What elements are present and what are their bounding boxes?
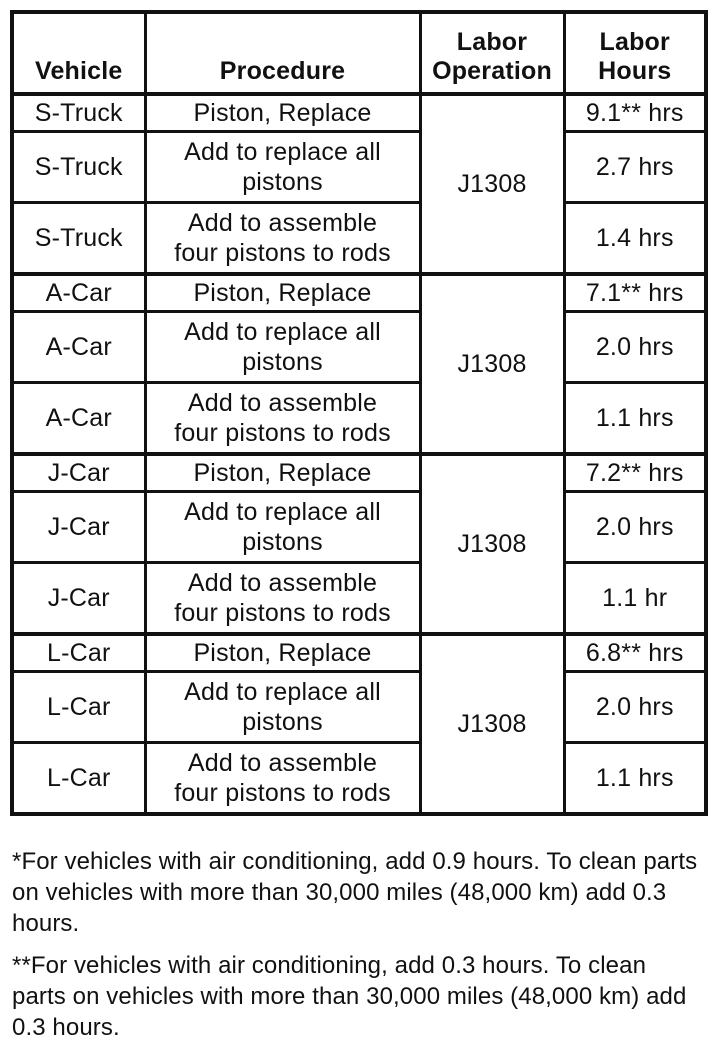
labor-hours-cell: 1.4 hrs — [564, 203, 706, 275]
table-row — [12, 492, 706, 563]
labor-hours-cell: 1.1 hrs — [564, 383, 706, 455]
table-row — [12, 274, 706, 312]
table-row — [12, 132, 706, 203]
table-row — [12, 454, 706, 492]
procedure-cell: Add to assemble four pistons to rods — [145, 383, 420, 455]
header-vehicle: Vehicle — [12, 12, 145, 94]
procedure-cell: Add to replace all pistons — [145, 132, 420, 203]
labor-hours-cell: 1.1 hrs — [564, 743, 706, 815]
labor-hours-cell: 9.1** hrs — [564, 94, 706, 132]
labor-operation-cell: J1308 — [420, 634, 564, 814]
labor-hours-cell: 7.2** hrs — [564, 454, 706, 492]
labor-hours-cell: 6.8** hrs — [564, 634, 706, 672]
labor-time-table — [10, 10, 708, 816]
procedure-cell: Add to assemble four pistons to rods — [145, 563, 420, 635]
vehicle-cell: S-Truck — [12, 132, 145, 203]
labor-operation-cell: J1308 — [420, 454, 564, 634]
vehicle-cell: A-Car — [12, 383, 145, 455]
vehicle-cell: A-Car — [12, 274, 145, 312]
vehicle-cell: L-Car — [12, 672, 145, 743]
footnote-single-asterisk: *For vehicles with air conditioning, add 0.9 hours. To clean parts on vehicles with more than 30,000 miles (48,000 km) add 0.3 hours. — [12, 848, 698, 937]
table-row — [12, 94, 706, 132]
vehicle-cell: S-Truck — [12, 94, 145, 132]
vehicle-cell: J-Car — [12, 454, 145, 492]
header-labor-hours: Labor Hours — [564, 12, 706, 94]
procedure-cell: Add to replace all pistons — [145, 312, 420, 383]
table-row — [12, 672, 706, 743]
vehicle-cell: S-Truck — [12, 203, 145, 275]
table-header-row — [12, 12, 706, 94]
procedure-cell: Add to assemble four pistons to rods — [145, 203, 420, 275]
vehicle-cell: J-Car — [12, 492, 145, 563]
table-row — [12, 634, 706, 672]
procedure-cell: Piston, Replace — [145, 634, 420, 672]
footnote-double-asterisk: **For vehicles with air conditioning, add 0.3 hours. To clean parts on vehicles with more than 30,000 miles (48,000 km) add 0.3 hours. — [12, 952, 687, 1041]
labor-hours-cell: 2.0 hrs — [564, 312, 706, 383]
procedure-cell: Piston, Replace — [145, 94, 420, 132]
procedure-cell: Piston, Replace — [145, 454, 420, 492]
table-row — [12, 203, 706, 275]
procedure-cell: Add to replace all pistons — [145, 492, 420, 563]
vehicle-cell: J-Car — [12, 563, 145, 635]
labor-hours-cell: 2.7 hrs — [564, 132, 706, 203]
labor-hours-cell: 7.1** hrs — [564, 274, 706, 312]
table-row — [12, 743, 706, 815]
table-row — [12, 312, 706, 383]
procedure-cell: Add to assemble four pistons to rods — [145, 743, 420, 815]
table-row — [12, 383, 706, 455]
labor-operation-cell: J1308 — [420, 274, 564, 454]
header-labor-operation: Labor Operation — [420, 12, 564, 94]
vehicle-cell: L-Car — [12, 743, 145, 815]
table-row — [12, 563, 706, 635]
procedure-cell: Add to replace all pistons — [145, 672, 420, 743]
labor-hours-cell: 2.0 hrs — [564, 492, 706, 563]
footnotes — [12, 846, 702, 1054]
vehicle-cell: L-Car — [12, 634, 145, 672]
procedure-cell: Piston, Replace — [145, 274, 420, 312]
vehicle-cell: A-Car — [12, 312, 145, 383]
labor-hours-cell: 1.1 hr — [564, 563, 706, 635]
labor-hours-cell: 2.0 hrs — [564, 672, 706, 743]
labor-operation-cell: J1308 — [420, 94, 564, 274]
header-procedure: Procedure — [145, 12, 420, 94]
